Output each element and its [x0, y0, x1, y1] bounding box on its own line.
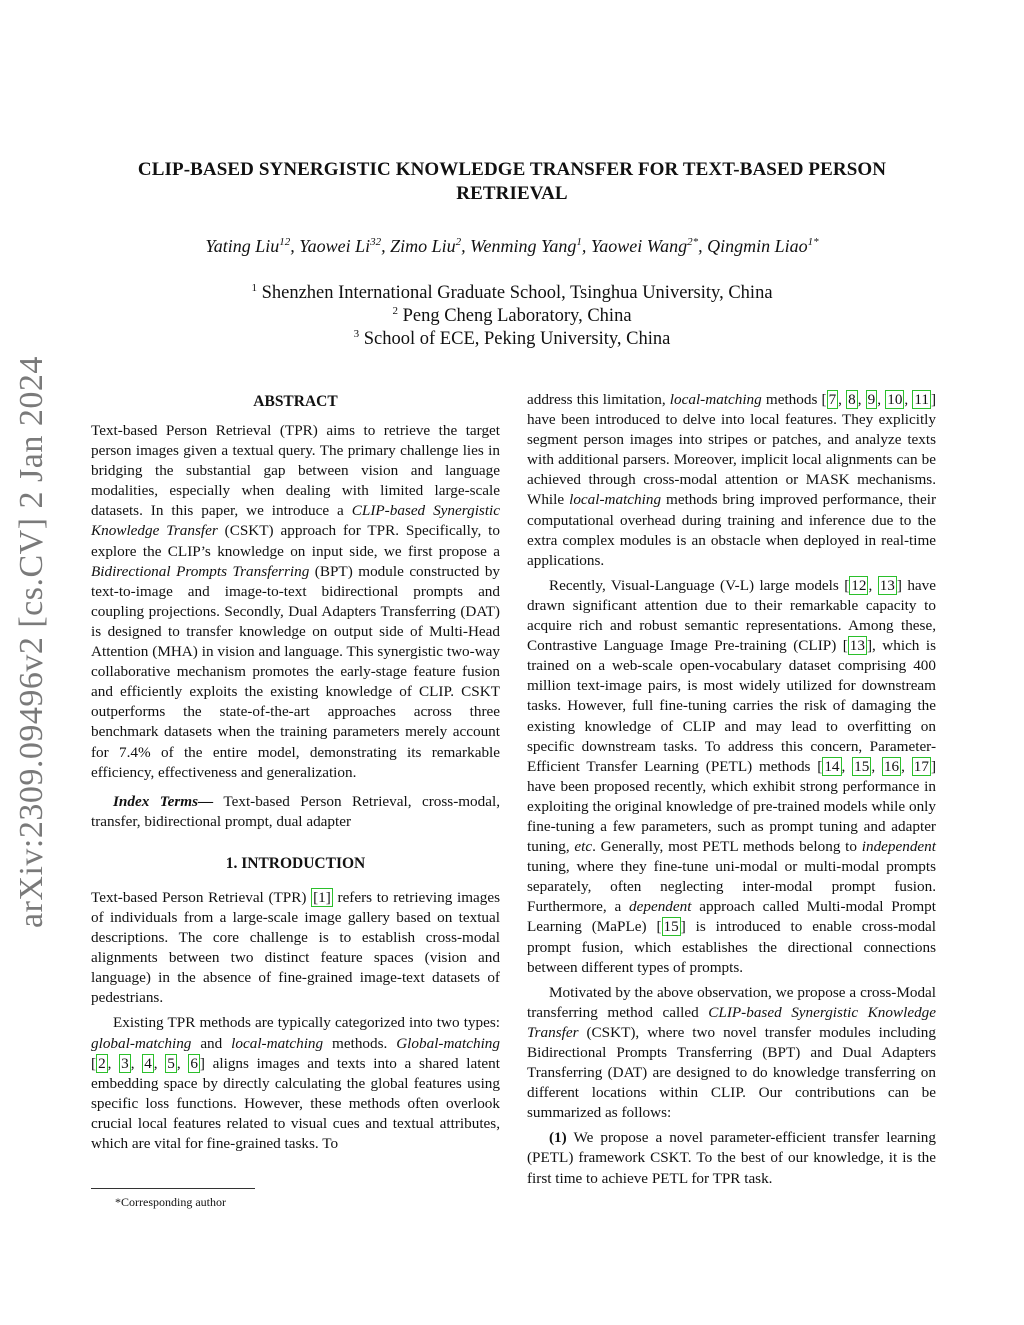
body-paragraph: address this limitation, local-matching methods [ 7 , 8 , 9 , 10 , 11 ] have been introduced to delve into local features. They explicitly segment person images into stripes or patches, and analyze texts with additional parsers. Moreover, implicit local alignments can be achieved through cross-modal attention or MASK mechanisms. While local-matching methods bring improved performance, their computational overhead during training and inference due to the extra complex modules is an obstacle when deployed in real-time applications.	[527, 391, 937, 569]
affiliation-line	[150, 277, 874, 304]
citation-link[interactable]: 7	[828, 391, 837, 408]
citation-link[interactable]: [1]	[313, 888, 331, 906]
affiliation-line	[150, 300, 874, 327]
author-affil-mark: 1	[576, 236, 582, 248]
author-name: Yaowei Li	[299, 236, 371, 256]
paper-title	[100, 158, 924, 206]
author-affil-mark: 2*	[687, 236, 699, 248]
intro-paragraph-2: Existing TPR methods are typically categorized into two types: global-matching and local-matching methods. Global-matching [ 2 , 3 , 4 , 5 , 6 ] aligns images and texts into a shared latent embedding space by directly calculating the global features using specific loss functions. However, these methods often overlook crucial local features related to visual cues and textual attributes, which are vital for fine-grained tasks. To	[91, 1014, 500, 1152]
author-affil-mark: 12	[279, 236, 291, 248]
author-affil-mark: 2	[455, 236, 462, 248]
abstract-heading: ABSTRACT	[253, 393, 338, 410]
author-name: Qingmin Liao	[707, 236, 808, 256]
citation-link[interactable]: 15	[854, 757, 870, 775]
title-line-1: CLIP-BASED SYNERGISTIC KNOWLEDGE TRANSFER FOR TEXT-BASED PERSON	[137, 159, 887, 180]
citation-link[interactable]: 14	[824, 757, 840, 775]
index-terms: Index Terms— Text-based Person Retrieval, cross-modal, transfer, bidirectional prompt, dual adapter	[91, 792, 501, 830]
author-list: Yating Liu$^{12}$, Yaowei Li$^{32}$, Zimo Liu$^2$, Wenming Yang$^1$, Yaowei Wang$^{2*}$, Qingmin Liao$^{1*}$	[205, 236, 819, 256]
citation-link[interactable]: 3	[121, 1054, 129, 1072]
citation-link[interactable]: 9	[867, 391, 876, 408]
affiliation-text: Peng Cheng Laboratory, China	[402, 306, 632, 327]
citation-link[interactable]: 13	[849, 637, 865, 655]
left-column	[91, 392, 500, 1154]
affiliation-line	[150, 323, 874, 350]
citation-link[interactable]: 17	[913, 757, 929, 775]
footnote-rule	[91, 1188, 255, 1189]
citation-link[interactable]: 2	[98, 1054, 106, 1072]
body-paragraph: Motivated by the above observation, we propose a cross-Modal transferring method called CLIP-based Synergistic Knowledge Transfer (CSKT), where two novel transfer modules including Bidirectional Prompts Transferring (BPT) and Dual Adapters Transferring (DAT) are designed to do knowledge transferring on different locations within CLIP. Our contributions can be summarized as follows:	[527, 983, 936, 1122]
citation-link[interactable]: 4	[144, 1054, 152, 1072]
title-line-2: RETRIEVAL	[456, 183, 568, 204]
citation-link[interactable]: 10	[887, 391, 903, 408]
author-name: Wenming Yang	[470, 236, 577, 256]
affiliation-number: 3	[353, 328, 360, 340]
citation-link[interactable]: 15	[663, 918, 679, 936]
author-name: Yating Liu	[205, 236, 280, 256]
citation-link[interactable]: 6	[190, 1054, 198, 1072]
arxiv-watermark: arXiv:2309.09496v2 [cs.CV] 2 Jan 2024	[13, 356, 50, 928]
author-affil-mark: 1*	[807, 236, 819, 248]
introduction-heading: 1. INTRODUCTION	[225, 854, 366, 872]
citation-link[interactable]: 13	[879, 576, 895, 594]
author-affil-mark: 32	[370, 236, 382, 248]
author-name: Yaowei Wang	[590, 236, 688, 256]
affiliation-number: 1	[251, 282, 257, 294]
contribution-item: (1) We propose a novel parameter-efficient transfer learning (PETL) framework CSKT. To the best of our knowledge, it is the first time to achieve PETL for TPR task.	[527, 1129, 936, 1187]
citation-link[interactable]: 8	[848, 391, 856, 408]
right-column	[527, 390, 936, 1189]
intro-paragraph-1: Text-based Person Retrieval (TPR) [1] refers to retrieving images of individuals from a large-scale image gallery based on textual descriptions. The core challenge is to establish cross-modal alignments between two distinct feature spaces (vision and language) in the absence of fine-grained image-text datasets of pedestrians.	[91, 888, 500, 1007]
affiliation-text: School of ECE, Peking University, China	[363, 329, 671, 350]
citation-link[interactable]: 12	[851, 576, 867, 594]
affiliation-text: Shenzhen International Graduate School, Tsinghua University, China	[261, 283, 773, 304]
author-name: Zimo Liu	[390, 236, 456, 256]
footnote: *Corresponding author	[115, 1195, 226, 1209]
affiliation-number: 2	[392, 305, 398, 317]
body-paragraph: Recently, Visual-Language (V-L) large models [ 12 , 13 ] have drawn significant attention due to their remarkable capacity to acquire rich and robust semantic representations. Among these, Contrastive Language Image Pre-training (CLIP) [ 13 ], which is trained on a web-scale open-vocabulary dataset comprising 400 million text-image pairs, is most widely utilized for downstream tasks. However, full fine-tuning carries the risk of damaging the existing knowledge of CLIP and may lead to overfitting on specific downstream tasks. To address this concern, Parameter-Efficient Transfer Learning (PETL) methods [ 14 , 15 , 16 , 17 ] have been proposed recently, which exhibit strong performance in exploiting the original knowledge of pre-trained models while only fine-tuning a few parameters, such as prompt tuning and adapter tuning, etc. Generally, most PETL methods belong to independent tuning, where they fine-tune uni-modal or multi-modal prompts separately, often neglecting inter-modal prompt fusion. Furthermore, a dependent approach called Multi-modal Prompt Learning (MaPLe) [ 15 ] is introduced to enable cross-modal prompt fusion, which establishes the directional connections between different types of prompts.	[527, 576, 937, 976]
citation-link[interactable]: 5	[167, 1054, 175, 1072]
abstract-paragraph: Text-based Person Retrieval (TPR) aims to retrieve the target person images given a textual query. The primary challenge lies in bridging the substantial gap between vision and language modalities, especially when dealing with limited large-scale datasets. In this paper, we introduce a CLIP-based Synergistic Knowledge Transfer (CSKT) approach for TPR. Specifically, to explore the CLIP’s knowledge on input side, we first propose a Bidirectional Prompts Transferring (BPT) module constructed by text-to-image and image-to-text bidirectional prompts and coupling projections. Secondly, Dual Adapters Transferring (DAT) is designed to transfer knowledge on output side of Multi-Head Attention (MHA) in vision and language. This synergistic two-way collaborative mechanism promotes the early-stage feature fusion and efficiently exploits the existing knowledge of CLIP. CSKT outperforms the state-of-the-art approaches across three benchmark datasets when the training parameters merely account for 7.4% of the entire model, demonstrating its remarkable efficiency, effectiveness and generalization.	[91, 422, 501, 781]
citation-link[interactable]: 16	[883, 757, 900, 775]
affiliations	[150, 277, 874, 350]
citation-link[interactable]: 11	[914, 391, 929, 408]
